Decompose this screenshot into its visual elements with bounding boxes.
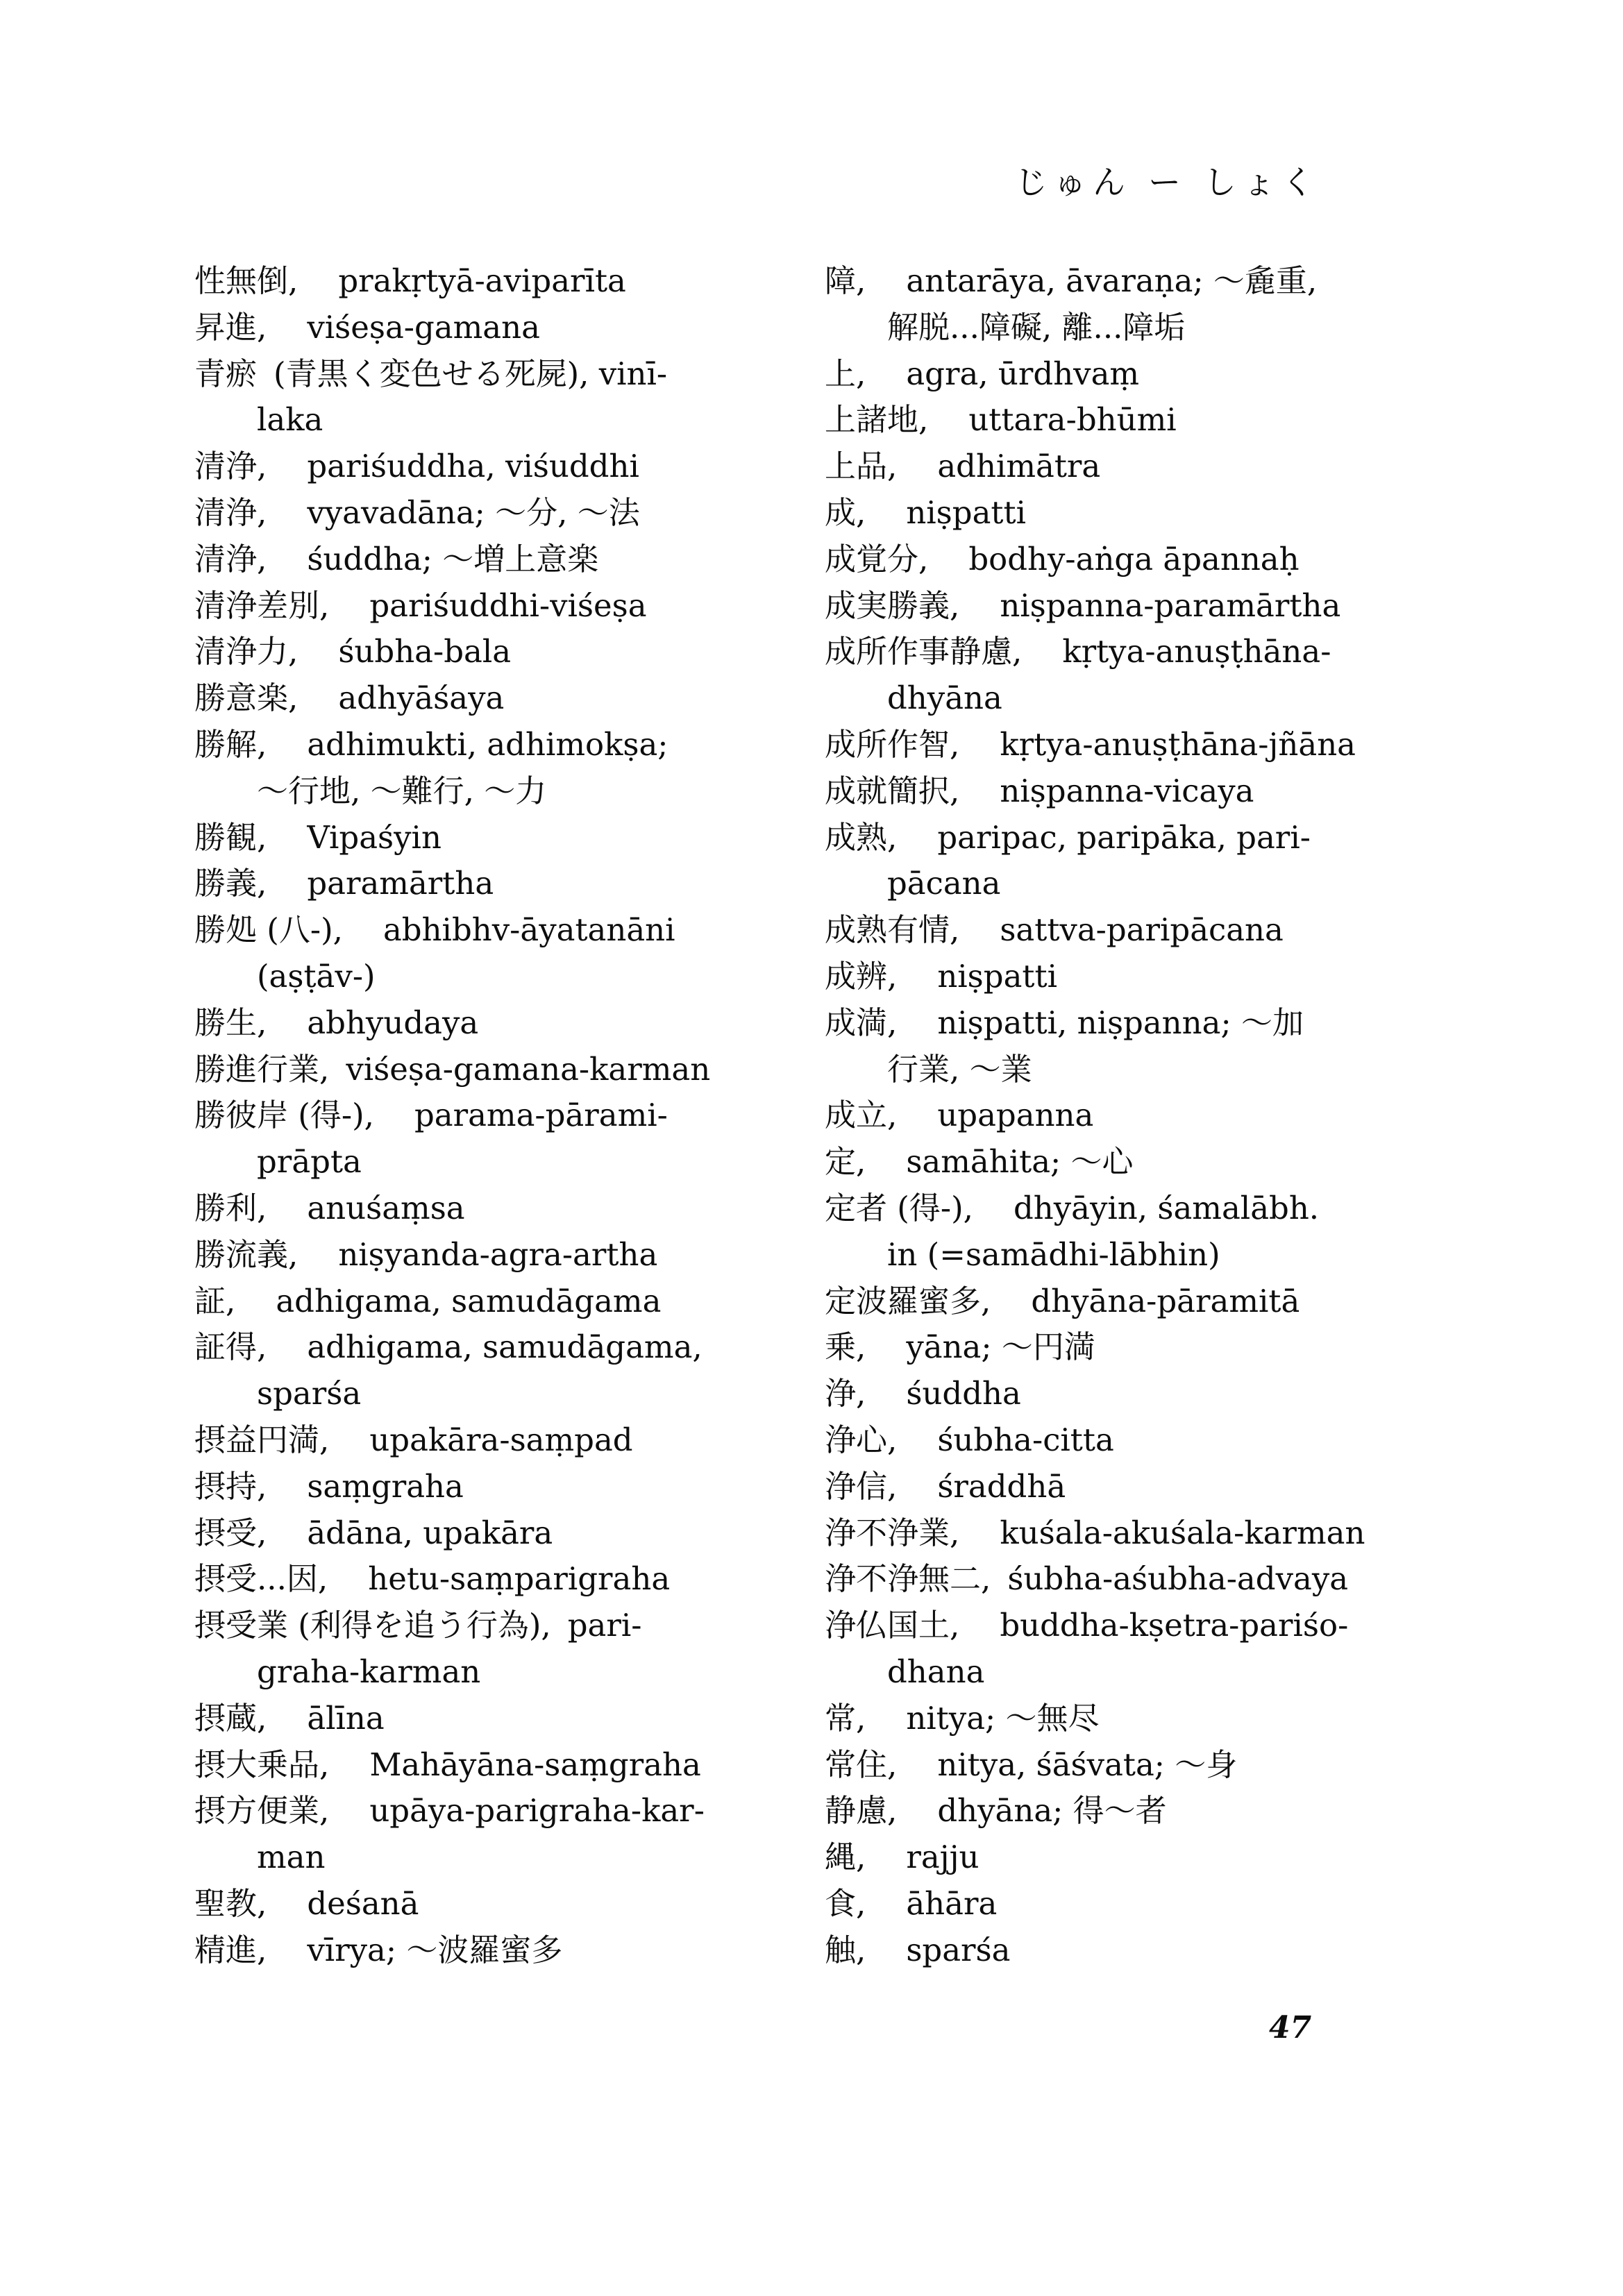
entry-line [825,1232,1505,1278]
entry-line [194,1464,819,1510]
entry-headword: 摂受, [194,1514,267,1551]
entry-line [825,1881,1505,1927]
entry-definition: sparśa [257,1375,362,1412]
entry-definition: uttara-bhūmi [968,401,1177,439]
entry-line [825,1556,1505,1603]
entry-headword: 勝生, [194,1004,267,1041]
entry-line [825,397,1505,444]
entry-definition: in (=samādhi-lābhin) [887,1235,1220,1273]
entry-headword: 食, [825,1884,866,1922]
entry-definition: dhyāna; 得～者 [937,1792,1167,1830]
entry-line [194,907,819,954]
entry-line [194,1000,819,1047]
entry-line [825,1047,1505,1093]
entry-definition: viśeṣa-gamana [307,308,540,346]
entry-definition: sattva-paripācana [1000,911,1284,949]
entry-line [194,397,819,444]
entry-definition: śubha-bala [338,633,512,670]
entry-line [825,1649,1505,1696]
entry-headword: 証得, [194,1328,267,1366]
entry-headword: 成所作事静慮, [825,633,1023,670]
entry-headword: 摂方便業, [194,1792,330,1830]
entry-definition: pari- [567,1607,642,1644]
entry-line [825,1139,1505,1185]
entry-definition: 行業, ～業 [887,1050,1032,1088]
entry-definition: niṣyanda-agra-artha [338,1235,658,1273]
entry-definition: parama-pārami- [414,1097,668,1134]
entry-line [194,351,819,398]
entry-headword: 浄心, [825,1421,898,1458]
entry-line [825,1788,1505,1834]
entry-line [194,1881,819,1927]
entry-definition: Vipaśyin [307,818,442,856]
entry-definition: 解脱...障礙, 離...障垢 [887,308,1186,346]
entry-line [825,1742,1505,1789]
entry-definition: abhyudaya [307,1004,479,1041]
entry-definition: niṣpanna-paramārtha [1000,586,1341,624]
entry-headword: 触, [825,1931,866,1968]
entry-line [825,305,1505,351]
entry-headword: 常住, [825,1746,898,1783]
entry-line [194,1927,819,1974]
entry-definition: samāhita; ～心 [906,1143,1134,1181]
entry-definition: āhāra [906,1884,998,1922]
entry-headword: 上品, [825,448,898,485]
entry-definition: upapanna [937,1097,1094,1134]
entry-line [825,861,1505,907]
entry-line [194,444,819,490]
entry-definition: (aṣṭāv-) [257,957,376,995]
entry-definition: vīrya; ～波羅蜜多 [307,1931,563,1968]
entry-definition: paripac, paripāka, pari- [937,818,1311,856]
entry-line [194,1788,819,1834]
entry-headword: 摂蔵, [194,1699,267,1737]
entry-definition: dhyāna-pāramitā [1031,1282,1300,1319]
entry-definition: paramārtha [307,865,494,902]
entry-line [825,1603,1505,1649]
entry-line [194,1556,819,1603]
entry-definition: bodhy-aṅga āpannaḥ [968,540,1300,577]
entry-definition: vyavadāna; ～分, ～法 [307,493,640,531]
entry-definition: niṣpanna-vicaya [1000,772,1254,809]
entry-line [194,583,819,630]
entry-line [194,675,819,722]
entry-headword: 清浄, [194,540,267,577]
entry-line [194,1185,819,1232]
entry-line [194,861,819,907]
entry-headword: 勝義, [194,865,267,902]
entry-line [825,490,1505,537]
entry-headword: 成満, [825,1004,898,1041]
entry-line [825,1371,1505,1417]
entry-definition: abhibhv-āyatanāni [382,911,675,949]
entry-headword: 乗, [825,1328,866,1366]
entry-definition: dhyāna [887,679,1002,717]
entry-headword: 摂受...因, [194,1560,328,1598]
entry-line [825,351,1505,398]
entry-headword: 清浄力, [194,633,298,670]
entry-line [194,722,819,768]
entry-headword: 精進, [194,1931,267,1968]
entry-line [194,1139,819,1185]
entry-definition: śraddhā [937,1467,1066,1505]
entry-definition: laka [257,401,323,439]
entry-line [825,1417,1505,1464]
entry-line [194,1371,819,1417]
entry-line [825,583,1505,630]
entry-definition: nitya, śāśvata; ～身 [937,1746,1238,1783]
entry-definition: prāpta [257,1143,362,1181]
entry-headword: 浄信, [825,1467,898,1505]
entry-definition: deśanā [307,1884,419,1922]
entry-definition: sparśa [906,1931,1011,1968]
entry-headword: 証, [194,1282,236,1319]
right-column [825,258,1505,1973]
entry-line [825,768,1505,815]
entry-line [825,1092,1505,1139]
entry-line [194,1047,819,1093]
entry-line [825,815,1505,861]
entry-headword: 摂持, [194,1467,267,1505]
entry-headword: 浄不浄無二, [825,1560,991,1598]
entry-definition: pariśuddha, viśuddhi [307,448,639,485]
entry-definition: kṛtya-anuṣṭhāna- [1062,633,1331,670]
running-header-kana: じゅん ー しょく [1015,164,1320,202]
entry-definition: upakāra-saṃpad [369,1421,633,1458]
entry-line [825,1464,1505,1510]
entry-definition: niṣpatti [937,957,1057,995]
entry-line [194,1092,819,1139]
entry-headword: 上諸地, [825,401,929,439]
entry-headword: 成就簡択, [825,772,960,809]
entry-definition: adhyāśaya [338,679,505,717]
entry-definition: agra, ūrdhvaṃ [906,355,1140,392]
entry-line [194,258,819,305]
entry-line [825,1510,1505,1557]
entry-headword: 浄仏国土, [825,1607,960,1644]
entry-headword: 勝流義, [194,1235,298,1273]
entry-line [825,1185,1505,1232]
entry-line [825,722,1505,768]
entry-line [825,1000,1505,1047]
entry-definition: adhigama, samudāgama [276,1282,662,1319]
entry-definition: adhimukti, adhimokṣa; [307,725,668,763]
entry-definition: Mahāyāna-saṃgraha [369,1746,701,1783]
entry-headword: 成覚分, [825,540,929,577]
entry-line [194,1232,819,1278]
entry-definition: upāya-parigraha-kar- [369,1792,705,1830]
entry-headword: 勝解, [194,725,267,763]
entry-line [825,1278,1505,1325]
entry-definition: kuśala-akuśala-karman [1000,1514,1365,1551]
entry-line [194,1510,819,1557]
left-column [194,258,819,1973]
entry-headword: 定者 (得-), [825,1189,973,1226]
entry-headword: 摂受業 (利得を追う行為), [194,1607,551,1644]
entry-definition: niṣpatti, niṣpanna; ～加 [937,1004,1304,1041]
entry-definition: pariśuddhi-viśeṣa [369,586,647,624]
entry-line [825,1696,1505,1742]
entry-headword: 聖教, [194,1884,267,1922]
entry-headword: 定, [825,1143,866,1181]
entry-definition: śuddha; ～増上意楽 [307,540,599,577]
entry-headword: 成辨, [825,957,898,995]
entry-line [825,1927,1505,1974]
entry-definition: anuśaṃsa [307,1189,465,1226]
entry-headword: 勝利, [194,1189,267,1226]
entry-line [194,1649,819,1696]
entry-definition: man [257,1839,326,1876]
entry-line [825,444,1505,490]
entry-headword: 青瘀 [194,355,258,392]
entry-definition: (青黒く変色せる死屍), vinī- [274,355,668,392]
entry-definition: śubha-citta [937,1421,1114,1458]
entry-line [194,1696,819,1742]
entry-headword: 清浄, [194,493,267,531]
page-number: 47 [1269,2010,1312,2045]
entry-definition: adhimātra [937,448,1101,485]
entry-headword: 摂益円満, [194,1421,330,1458]
entry-line [825,675,1505,722]
entry-headword: 成, [825,493,866,531]
entry-headword: 勝処 (八-), [194,911,343,949]
entry-line [825,258,1505,305]
entry-headword: 勝進行業, [194,1050,330,1088]
entry-definition: viśeṣa-gamana-karman [346,1050,711,1088]
entry-headword: 勝意楽, [194,679,298,717]
entry-line [194,1834,819,1881]
entry-line [825,1324,1505,1371]
entry-definition: hetu-saṃparigraha [368,1560,671,1598]
entry-headword: 成所作智, [825,725,960,763]
entry-headword: 成立, [825,1097,898,1134]
entry-line [194,537,819,583]
entry-headword: 性無倒, [194,262,298,299]
entry-line [194,629,819,675]
entry-headword: 成熟有情, [825,911,960,949]
entry-definition: kṛtya-anuṣṭhāna-jñāna [1000,725,1356,763]
entry-line [825,629,1505,675]
entry-headword: 成実勝義, [825,586,960,624]
entry-line [825,537,1505,583]
entry-definition: ～行地, ～難行, ～力 [257,772,547,809]
entry-line [194,1417,819,1464]
entry-definition: dhana [887,1653,985,1690]
entry-headword: 浄不浄業, [825,1514,960,1551]
entry-headword: 縄, [825,1839,866,1876]
entry-line [194,1603,819,1649]
entry-definition: saṃgraha [307,1467,464,1505]
entry-line [194,1742,819,1789]
entry-definition: rajju [906,1839,979,1876]
entry-line [194,815,819,861]
entry-headword: 清浄, [194,448,267,485]
entry-definition: prakṛtyā-aviparīta [338,262,626,299]
entry-line [194,490,819,537]
entry-headword: 清浄差別, [194,586,330,624]
entry-line [825,1834,1505,1881]
entry-headword: 成熟, [825,818,898,856]
entry-headword: 常, [825,1699,866,1737]
entry-definition: antarāya, āvaraṇa; ～麁重, [906,262,1318,299]
entry-line [194,954,819,1000]
entry-headword: 勝彼岸 (得-), [194,1097,374,1134]
entry-definition: pācana [887,865,1001,902]
entry-headword: 摂大乗品, [194,1746,330,1783]
entry-definition: śubha-aśubha-advaya [1007,1560,1349,1598]
entry-definition: adhigama, samudāgama, [307,1328,703,1366]
entry-definition: ālīna [307,1699,385,1737]
entry-headword: 勝観, [194,818,267,856]
entry-line [194,768,819,815]
entry-definition: dhyāyin, śamalābh. [1013,1189,1320,1226]
entry-headword: 浄, [825,1375,866,1412]
entry-headword: 静慮, [825,1792,898,1830]
entry-definition: yāna; ～円満 [906,1328,1095,1366]
entry-definition: nitya; ～無尽 [906,1699,1100,1737]
entry-definition: graha-karman [257,1653,481,1690]
entry-definition: śuddha [906,1375,1021,1412]
entry-headword: 障, [825,262,866,299]
entry-headword: 上, [825,355,866,392]
entry-line [825,954,1505,1000]
entry-line [194,1324,819,1371]
entry-definition: ādāna, upakāra [307,1514,553,1551]
entry-headword: 昇進, [194,308,267,346]
entry-line [194,305,819,351]
entry-definition: buddha-kṣetra-pariśo- [1000,1607,1349,1644]
entry-definition: niṣpatti [906,493,1026,531]
entry-headword: 定波羅蜜多, [825,1282,991,1319]
entry-line [825,907,1505,954]
entry-line [194,1278,819,1325]
